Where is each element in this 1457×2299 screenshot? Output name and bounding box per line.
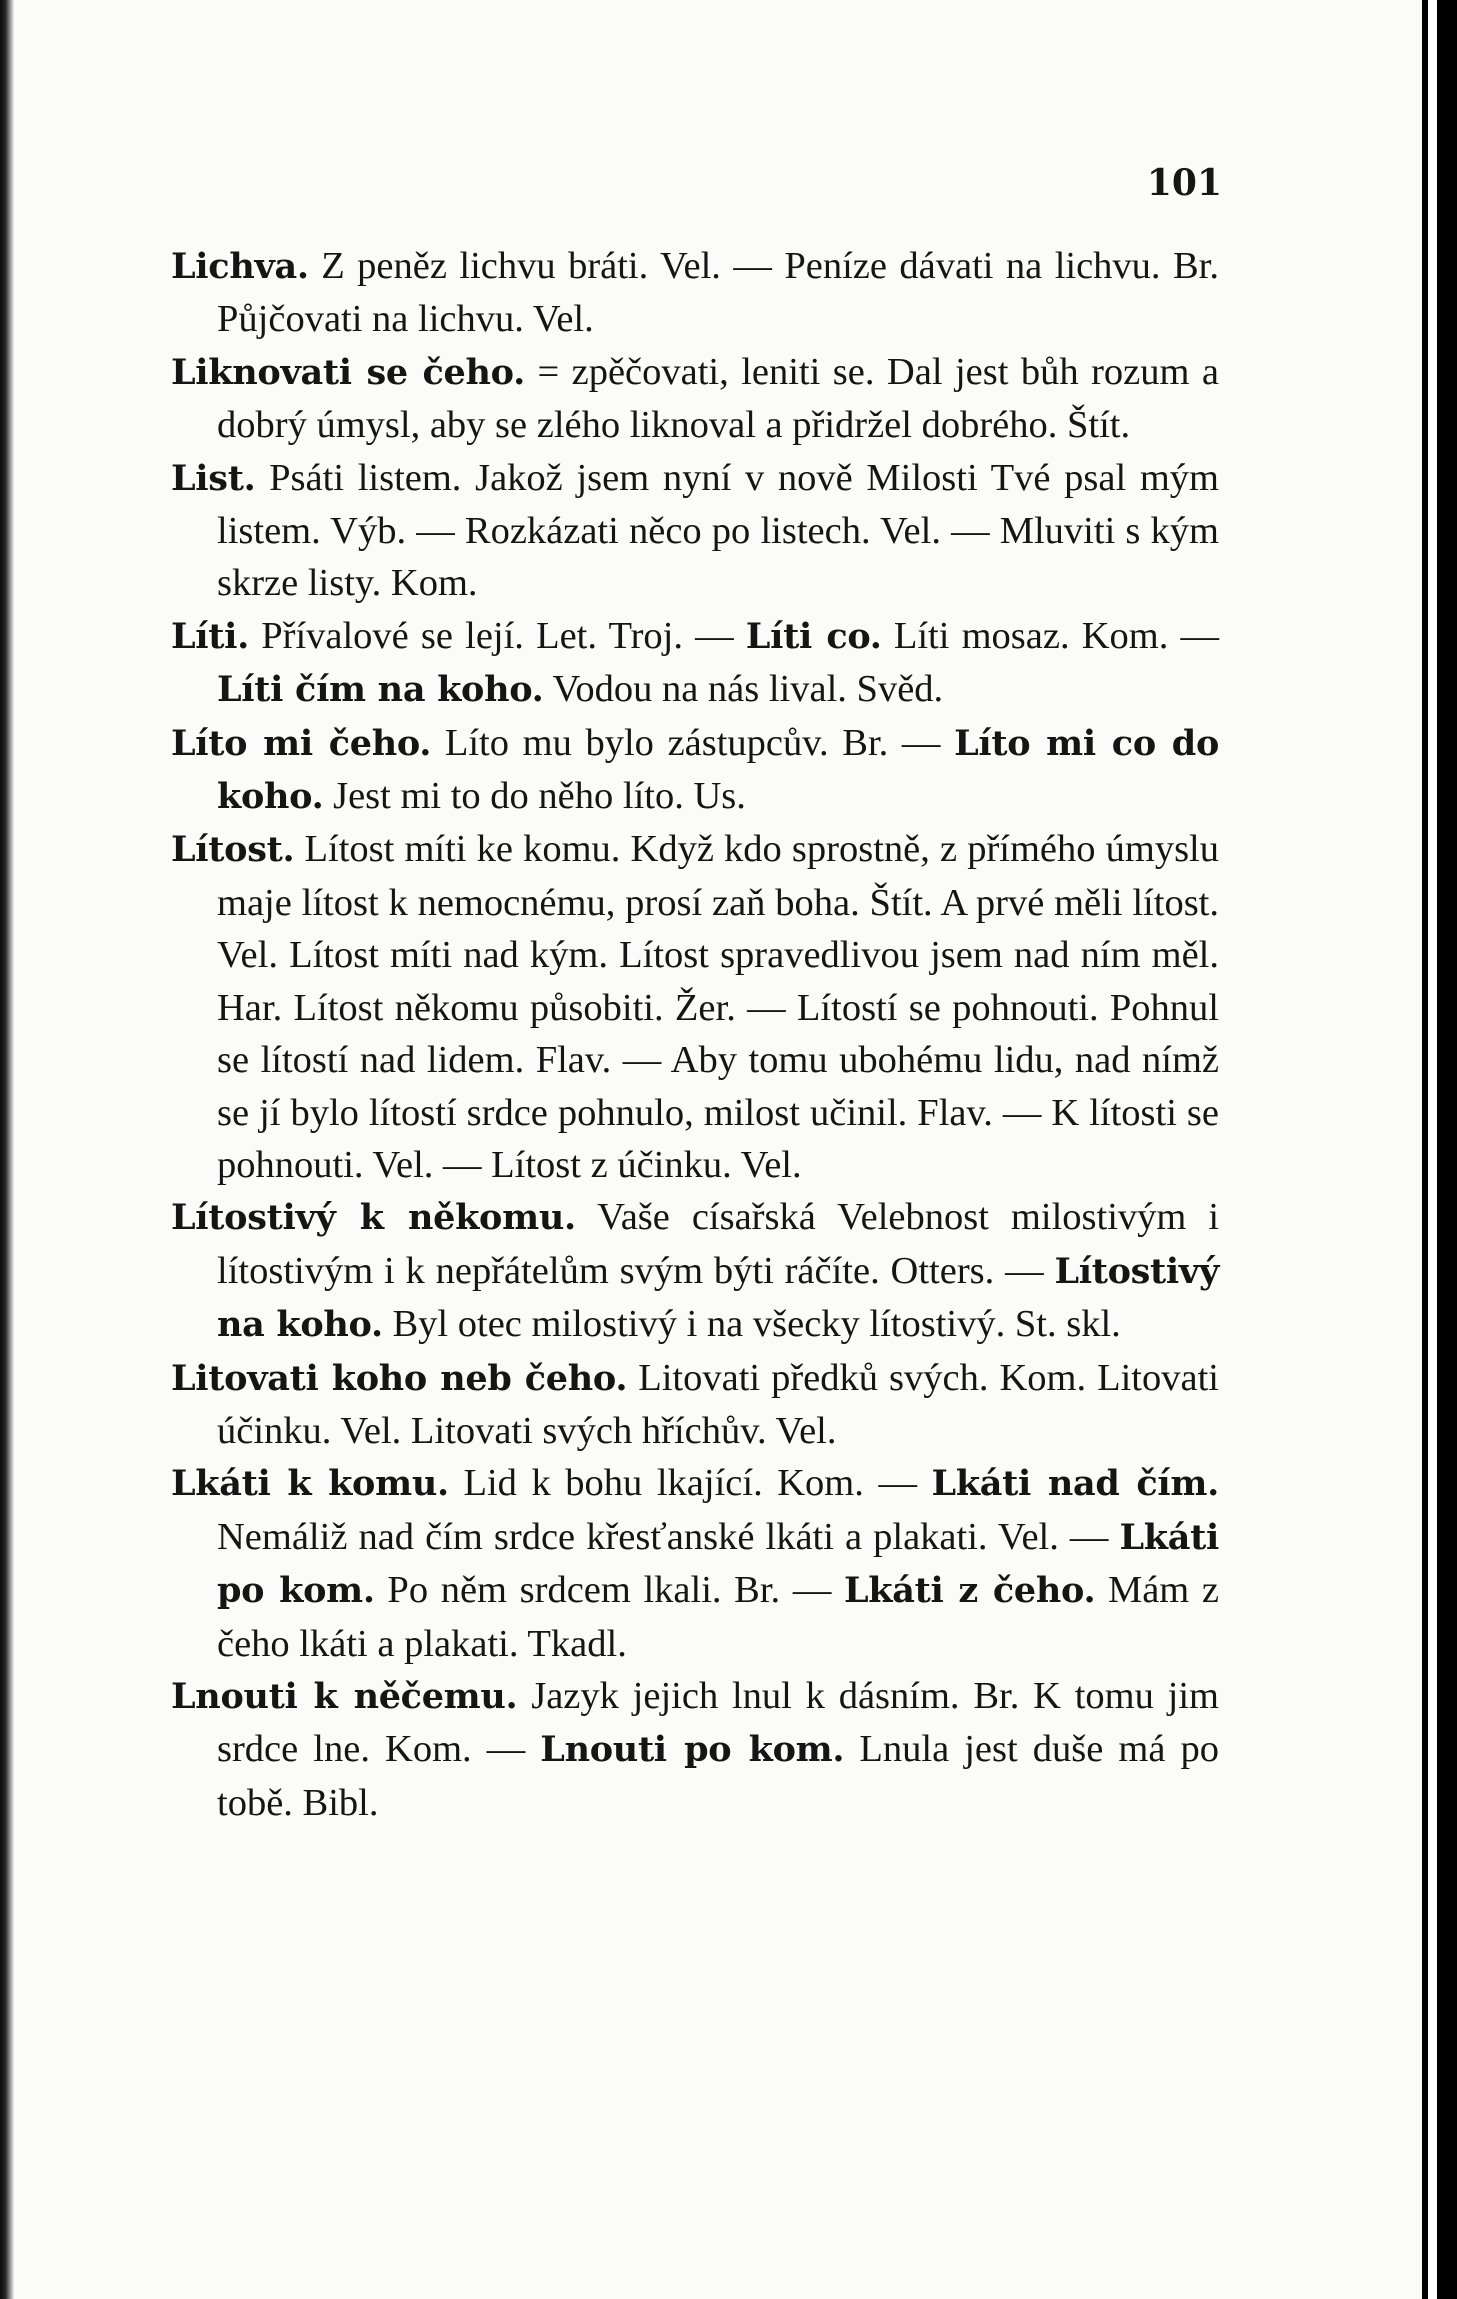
entry-text: Litovati předků svých. Kom. Litovati účinku. Vel. Litovati svých hříchův. Vel.: [217, 1356, 1219, 1452]
scan-border-stripe: [1428, 0, 1437, 2299]
entry-headword: Lkáti po kom.: [217, 1516, 1219, 1612]
dictionary-entry: [171, 452, 1219, 610]
entry-text: Mám z čeho lkáti a plakati. Tkadl.: [217, 1569, 1219, 1665]
dictionary-entry: [171, 823, 1219, 1191]
entry-text: Přívalové se lejí. Let. Troj. —: [249, 614, 746, 657]
entry-headword: Lkáti nad čím.: [931, 1463, 1219, 1505]
book-page: [14, 0, 1422, 2299]
dictionary-entry: [171, 717, 1219, 824]
entry-headword: Líto mi čeho.: [171, 722, 432, 764]
entry-headword: List.: [171, 457, 256, 499]
entry-headword: Lítost.: [171, 829, 295, 871]
entry-text: Po něm srdcem lkali. Br. —: [374, 1569, 844, 1612]
dictionary-text: [171, 240, 1219, 1829]
entry-headword: Líto mi co do koho.: [217, 722, 1219, 818]
entry-headword: Litovati koho neb čeho.: [171, 1357, 628, 1399]
dictionary-entry: [171, 240, 1219, 346]
entry-text: Psáti listem. Jakož jsem nyní v nově Milosti Tvé psal mým listem. Výb. — Rozkázati něco po listech. Vel. — Mluviti s kým skrze listy. Kom.: [217, 456, 1219, 605]
entry-text: = zpěčovati, leniti se. Dal jest bůh rozum a dobrý úmysl, aby se zlého liknoval a přidržel dobrého. Štít.: [217, 350, 1219, 447]
dictionary-entry: [171, 1670, 1219, 1829]
entry-text: Líto mu bylo zástupcův. Br. —: [431, 721, 955, 764]
entry-headword: Lichva.: [171, 246, 309, 287]
dictionary-entry: [171, 1457, 1219, 1670]
entry-text: Lnula jest duše má po tobě. Bibl.: [217, 1728, 1220, 1824]
entry-headword: Lnouti po kom.: [540, 1729, 845, 1771]
entry-text: Byl otec milostivý i na všecky lítostivý. St. skl.: [382, 1303, 1121, 1346]
dictionary-entry: [171, 346, 1219, 452]
page-number: 101: [1146, 162, 1222, 204]
entry-text: Jest mi to do něho líto. Us.: [323, 775, 746, 818]
entry-text: Vodou na nás lival. Svěd.: [543, 668, 944, 711]
entry-text: Líti mosaz. Kom. —: [881, 614, 1219, 657]
entry-text: Vaše císařská Velebnost milostivým i lítostivým i k nepřátelům svým býti ráčíte. Otters. —: [217, 1196, 1220, 1292]
dictionary-entry: [171, 1191, 1219, 1351]
entry-text: Nemáliž nad čím srdce křesťanské lkáti a plakati. Vel. —: [217, 1515, 1120, 1558]
entry-headword: Lkáti z čeho.: [843, 1570, 1096, 1612]
entry-text: Z peněz lichvu bráti. Vel. — Peníze dávati na lichvu. Br. Půjčovati na lichvu. Vel.: [217, 245, 1219, 341]
entry-headword: Líti čím na koho.: [217, 669, 544, 711]
entry-headword: Lítostivý k někomu.: [171, 1197, 576, 1239]
entry-text: Jazyk jejich lnul k dásním. Br. K tomu jim srdce lne. Kom. —: [217, 1674, 1220, 1771]
dictionary-entry: [171, 610, 1219, 717]
entry-text: Lítost míti ke komu. Když kdo sprostně, z přímého úmyslu maje lítost k nemocnému, prosí zaň boha. Štít. A prvé měli lítost. Vel. Lítost míti nad kým. Lítost spravedlivou jsem nad ním měl. Har. Lítost někomu působiti. Žer. — Lítostí se pohnouti. Pohnul se lítostí nad lidem. Flav. — Aby tomu ubohému lidu, nad nímž se jí bylo lítostí srdce pohnulo, milost učinil. Flav. — K lítosti se pohnouti. Vel. — Lítost z účinku. Vel.: [217, 828, 1219, 1186]
page-left-edge: [0, 0, 14, 2299]
entry-headword: Liknovati se čeho.: [171, 351, 525, 393]
entry-headword: Líti co.: [745, 615, 882, 657]
entry-headword: Lnouti k něčemu.: [171, 1675, 518, 1717]
entry-headword: Líti.: [171, 615, 250, 657]
entry-headword: Lkáti k komu.: [171, 1463, 449, 1505]
entry-headword: Lítostivý na koho.: [217, 1250, 1219, 1346]
entry-text: Lid k bohu lkající. Kom. —: [448, 1462, 932, 1505]
dictionary-entry: [171, 1352, 1219, 1458]
